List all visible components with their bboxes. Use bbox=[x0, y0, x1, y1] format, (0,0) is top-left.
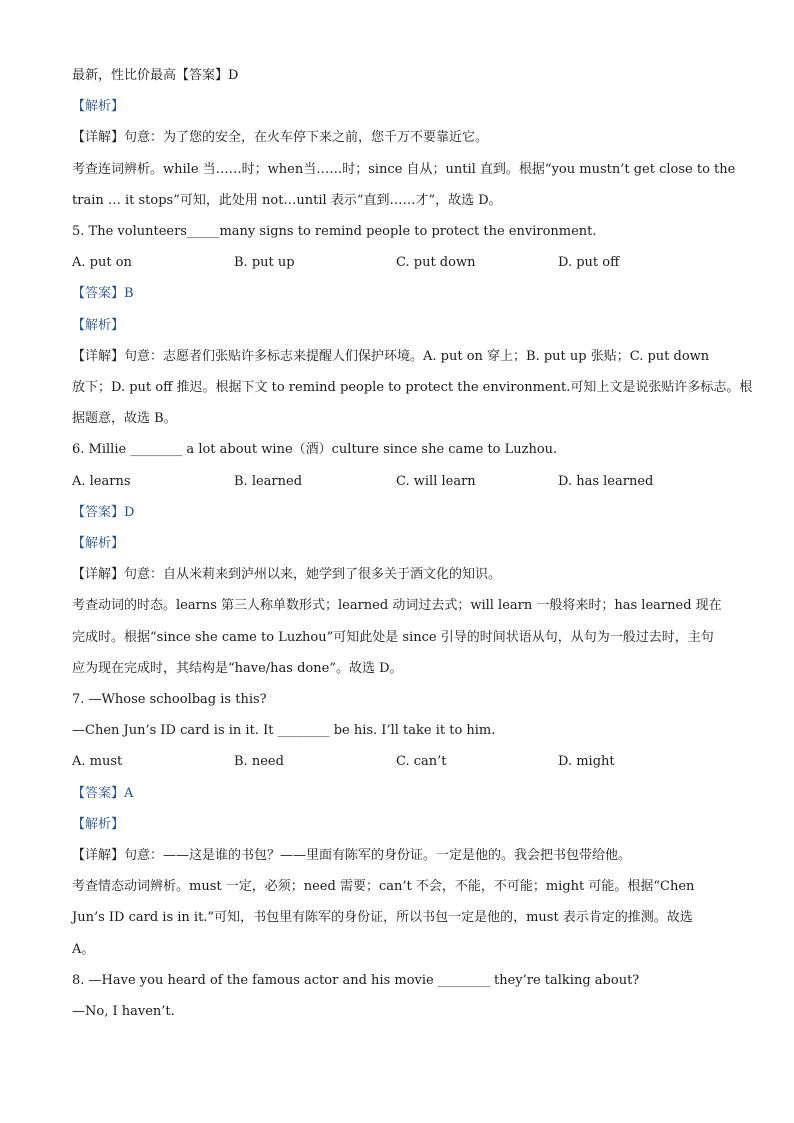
explanation-line: A。 bbox=[72, 941, 95, 957]
option-a: A. must bbox=[72, 754, 123, 770]
explanation-line: 【详解】句意：志愿者们张贴许多标志来提醒人们保护环境。A. put on 穿上；B. put up 张贴；C. put down bbox=[72, 348, 710, 364]
explanation-line: 完成时。根据“since she came to Luzhou”可知此处是 since 引导的时间状语从句，从句为一般过去时，主句 bbox=[72, 629, 714, 645]
explanation-line: 考查情态动词辨析。must 一定，必须；need 需要；can’t 不会，不能，不可能；might 可能。根据“Chen bbox=[72, 879, 695, 895]
option-a: A. put on bbox=[72, 255, 132, 271]
question-6: 6. Millie ________ a lot about wine（酒）culture since she came to Luzhou. bbox=[72, 442, 558, 458]
option-d: D. might bbox=[558, 754, 615, 770]
option-c: C. put down bbox=[396, 255, 476, 271]
answer-tag: 【答案】B bbox=[72, 286, 134, 302]
question-8: 8. —Have you heard of the famous actor and his movie ________ they’re talking about? bbox=[72, 972, 640, 988]
option-a: A. learns bbox=[72, 473, 131, 489]
explanation-line: 放下；D. put off 推迟。根据下文 to remind people to protect the environment.可知上文是说张贴许多标志。根 bbox=[72, 380, 753, 396]
explanation-line: 考查动词的时态。learns 第三人称单数形式；learned 动词过去式；will learn 一般将来时；has learned 现在 bbox=[72, 598, 722, 614]
answer-line-prev: 最新，性比价最高【答案】D bbox=[72, 68, 239, 83]
question-8-line-2: —No, I haven’t. bbox=[72, 1004, 175, 1020]
analysis-tag: 【解析】 bbox=[72, 536, 125, 552]
explanation-line: Jun’s ID card is in it.”可知，书包里有陈军的身份证，所以书包一定是他的，must 表示肯定的推测。故选 bbox=[72, 910, 693, 926]
option-c: C. will learn bbox=[396, 473, 476, 489]
answer-tag: 【答案】D bbox=[72, 504, 135, 520]
question-7-options bbox=[72, 746, 732, 777]
analysis-tag: 【解析】 bbox=[72, 816, 125, 832]
document-page bbox=[72, 60, 753, 1027]
question-6-options bbox=[72, 466, 732, 497]
analysis-tag: 【解析】 bbox=[72, 317, 125, 333]
answer-tag: 【答案】A bbox=[72, 785, 134, 801]
explanation-line: 据题意，故选 B。 bbox=[72, 411, 177, 427]
option-b: B. need bbox=[234, 754, 284, 770]
explanation-line: 应为现在完成时，其结构是“have/has done”。故选 D。 bbox=[72, 660, 403, 676]
explanation-line: 【详解】句意：——这是谁的书包？——里面有陈军的身份证。一定是他的。我会把书包带给他。 bbox=[72, 848, 632, 864]
option-b: B. learned bbox=[234, 473, 303, 489]
analysis-tag: 【解析】 bbox=[72, 99, 125, 115]
explanation-line: train … it stops”可知，此处用 not…until 表示“直到……才”，故选 D。 bbox=[72, 192, 502, 208]
option-d: D. has learned bbox=[558, 473, 654, 489]
explanation-line: 考查连词辨析。while 当……时；when当……时；since 自从；until 直到。根据“you mustn’t get close to the bbox=[72, 161, 736, 177]
question-5: 5. The volunteers_____many signs to remind people to protect the environment. bbox=[72, 224, 597, 240]
question-7: 7. —Whose schoolbag is this? bbox=[72, 692, 267, 708]
question-5-options bbox=[72, 247, 732, 278]
option-c: C. can’t bbox=[396, 754, 447, 770]
explanation-line: 【详解】句意：自从米莉来到泸州以来，她学到了很多关于酒文化的知识。 bbox=[72, 567, 502, 583]
option-b: B. put up bbox=[234, 255, 295, 271]
explanation-line: 【详解】句意：为了您的安全，在火车停下来之前，您千万不要靠近它。 bbox=[72, 130, 489, 146]
option-d: D. put off bbox=[558, 255, 620, 271]
question-7-line-2: —Chen Jun’s ID card is in it. It ________ be his. I’ll take it to him. bbox=[72, 723, 496, 739]
